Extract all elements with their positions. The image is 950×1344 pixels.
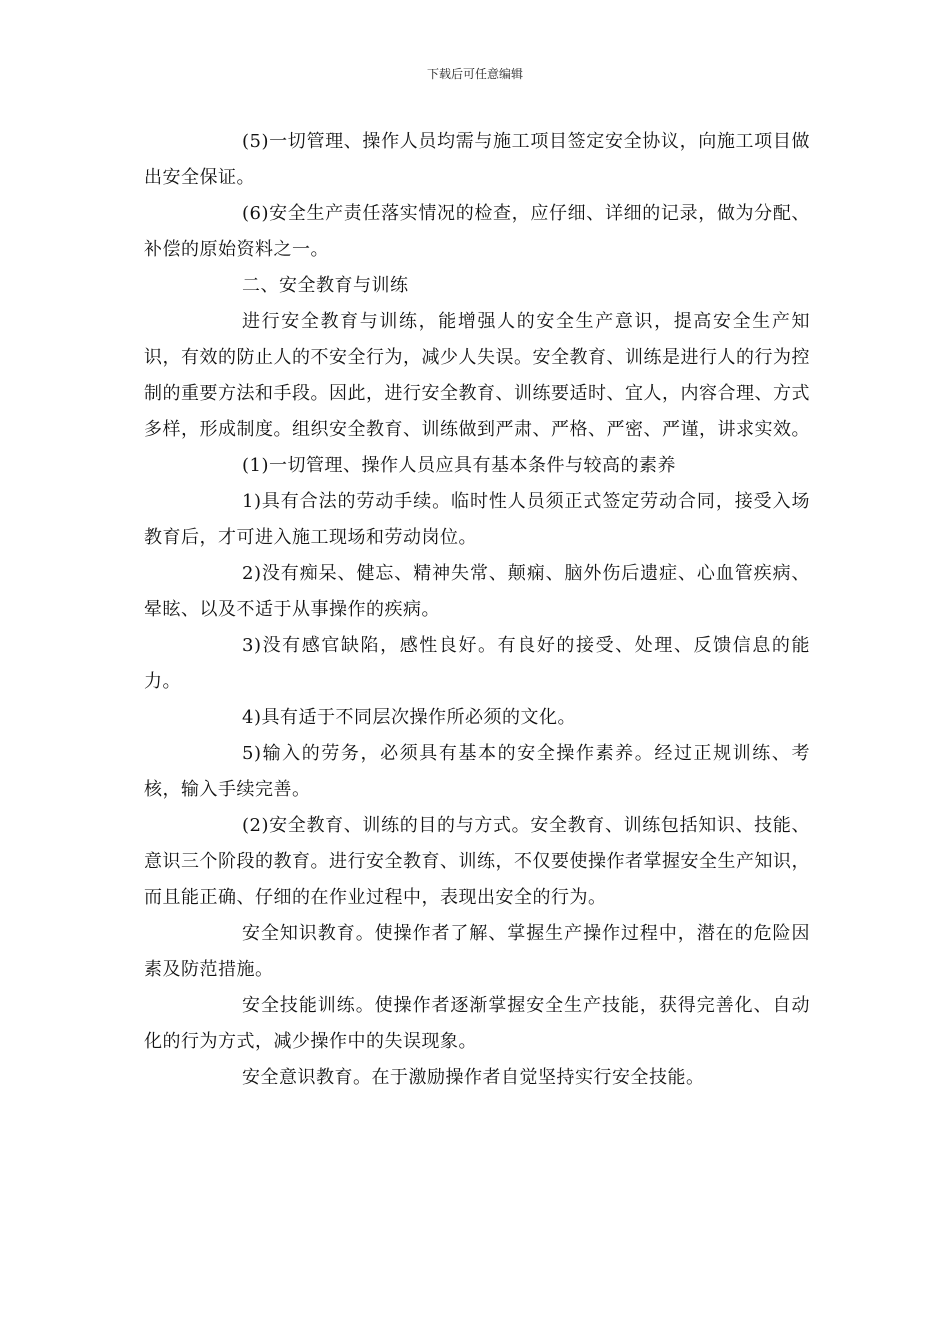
list-item-5: 5)输入的劳务，必须具有基本的安全操作素养。经过正规训练、考核，输入手续完善。 — [144, 743, 810, 800]
paragraph-2: (6)安全生产责任落实情况的检查，应仔细、详细的记录，做为分配、补偿的原始资料之一。 — [144, 203, 810, 260]
subsection-2: (2)安全教育、训练的目的与方式。安全教育、训练包括知识、技能、意识三个阶段的教育。进行安全教育、训练，不仅要使操作者掌握安全生产知识，而且能正确、仔细的在作业过程中，表现出安全的行为。 — [144, 815, 810, 908]
page-header: 下载后可任意编辑 — [426, 67, 523, 81]
paragraph-awareness: 安全意识教育。在于激励操作者自觉坚持实行安全技能。 — [242, 1067, 705, 1088]
paragraph-knowledge: 安全知识教育。使操作者了解、掌握生产操作过程中，潜在的危险因素及防范措施。 — [144, 923, 810, 980]
subsection-1-heading: (1)一切管理、操作人员应具有基本条件与较高的素养 — [242, 455, 676, 476]
paragraph-1: (5)一切管理、操作人员均需与施工项目签定安全协议，向施工项目做出安全保证。 — [144, 131, 810, 188]
list-item-2: 2)没有痴呆、健忘、精神失常、颠痫、脑外伤后遗症、心血管疾病、晕眩、以及不适于从事操作的疾病。 — [144, 563, 810, 620]
paragraph-skills: 安全技能训练。使操作者逐渐掌握安全生产技能，获得完善化、自动化的行为方式，减少操作中的失误现象。 — [144, 995, 810, 1052]
list-item-4: 4)具有适于不同层次操作所必须的文化。 — [242, 707, 576, 728]
document-body — [144, 124, 810, 1096]
section-heading: 二、安全教育与训练 — [242, 275, 409, 296]
paragraph-intro: 进行安全教育与训练，能增强人的安全生产意识，提高安全生产知识，有效的防止人的不安全行为，减少人失误。安全教育、训练是进行人的行为控制的重要方法和手段。因此，进行安全教育、训练要适时、宜人，内容合理、方式多样，形成制度。组织安全教育、训练做到严肃、严格、严密、严谨，讲求实效。 — [144, 311, 810, 440]
list-item-1: 1)具有合法的劳动手续。临时性人员须正式签定劳动合同，接受入场教育后，才可进入施工现场和劳动岗位。 — [144, 491, 810, 548]
list-item-3: 3)没有感官缺陷，感性良好。有良好的接受、处理、反馈信息的能力。 — [144, 635, 810, 692]
